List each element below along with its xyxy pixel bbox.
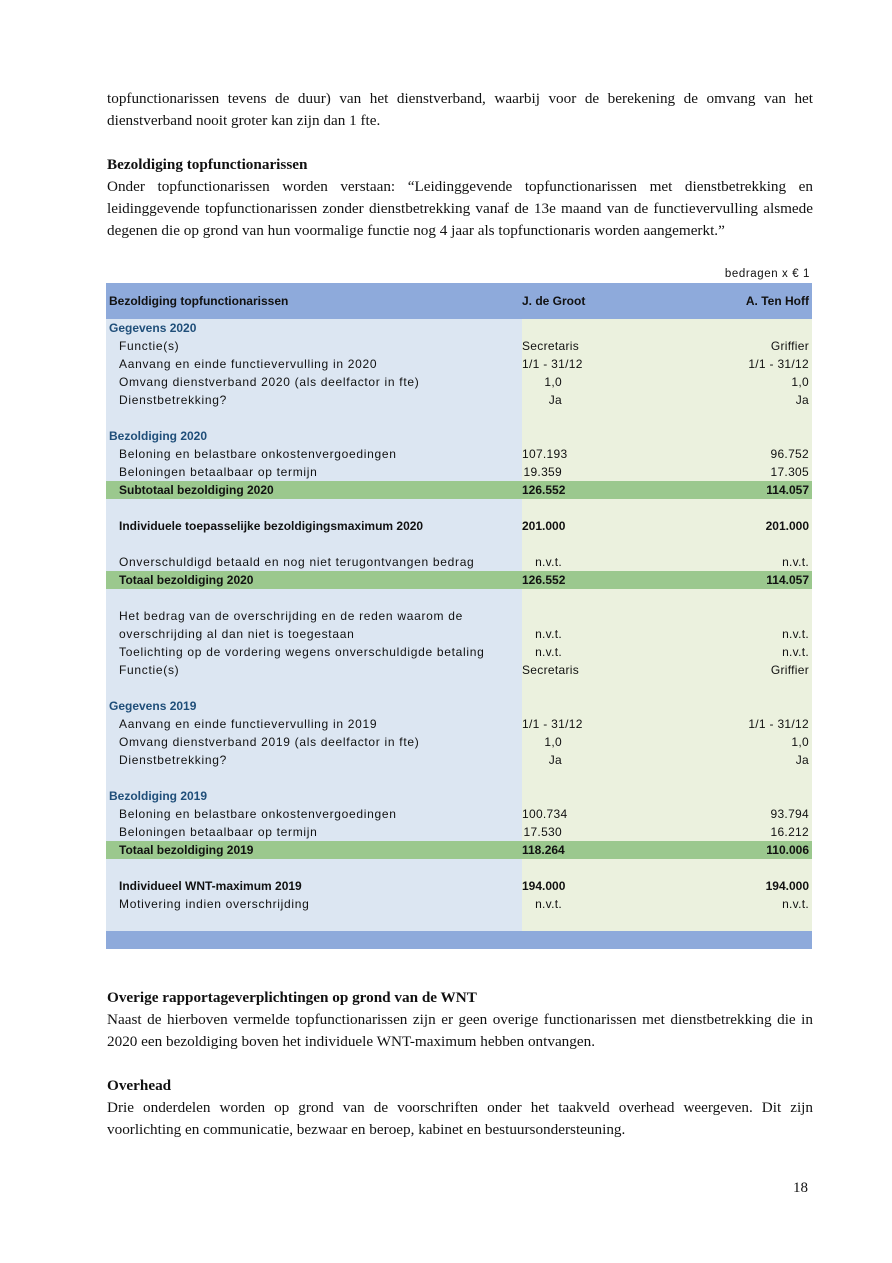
- table-row: [106, 823, 812, 841]
- row-label: [106, 499, 522, 517]
- row-label: [106, 409, 522, 427]
- cell-ten-hoff: n.v.t.: [708, 643, 812, 661]
- row-label: [106, 931, 522, 949]
- table-row: [106, 373, 812, 391]
- cell-de-groot: n.v.t.: [522, 625, 708, 643]
- section-heading: Bezoldiging topfunctionarissen: [107, 156, 308, 173]
- cell-de-groot: [522, 535, 708, 553]
- cell-de-groot: 126.552: [522, 481, 708, 499]
- table-row: [106, 697, 812, 715]
- cell-ten-hoff: [708, 589, 812, 607]
- row-label: Omvang dienstverband 2019 (als deelfactor in fte): [106, 733, 522, 751]
- cell-de-groot: [522, 679, 708, 697]
- page-number: 18: [793, 1180, 808, 1196]
- cell-de-groot: n.v.t.: [522, 643, 708, 661]
- table-row: [106, 859, 812, 877]
- table-row: [106, 661, 812, 679]
- row-label: Onverschuldigd betaald en nog niet terugontvangen bedrag: [106, 553, 522, 571]
- row-label: overschrijding al dan niet is toegestaan: [106, 625, 522, 643]
- cell-de-groot: 1/1 - 31/12: [522, 715, 708, 733]
- table-row: [106, 355, 812, 373]
- outro-section: [107, 987, 813, 1141]
- cell-de-groot: n.v.t.: [522, 553, 708, 571]
- cell-ten-hoff: [708, 787, 812, 805]
- cell-ten-hoff: n.v.t.: [708, 625, 812, 643]
- cell-de-groot: [522, 409, 708, 427]
- cell-de-groot: [522, 697, 708, 715]
- cell-ten-hoff: Griffier: [708, 337, 812, 355]
- cell-ten-hoff: 1/1 - 31/12: [708, 715, 812, 733]
- table-row: [106, 391, 812, 409]
- cell-de-groot: Secretaris: [522, 337, 708, 355]
- definition-paragraph: Onder topfunctionarissen worden verstaan: “Leidinggevende topfunctionarissen met dienstbetrekking en leidinggevende topfunctionarissen zonder dienstbetrekking vanaf de 13e maand van de functievervulling alsmede degenen die op grond van hun voormalige functie nog 4 jaar als topfunctionaris worden aangemerkt.”: [107, 178, 813, 239]
- cell-de-groot: n.v.t.: [522, 895, 708, 913]
- row-label: Omvang dienstverband 2020 (als deelfactor in fte): [106, 373, 522, 391]
- row-label: Beloningen betaalbaar op termijn: [106, 463, 522, 481]
- row-label: Dienstbetrekking?: [106, 751, 522, 769]
- cell-ten-hoff: 110.006: [708, 841, 812, 859]
- cell-de-groot: [522, 607, 708, 625]
- row-label: [106, 535, 522, 553]
- cell-ten-hoff: 93.794: [708, 805, 812, 823]
- table-row: [106, 517, 812, 535]
- cell-ten-hoff: [708, 319, 812, 337]
- table-row: [106, 481, 812, 499]
- cell-de-groot: [522, 589, 708, 607]
- table-row: [106, 715, 812, 733]
- table-row: [106, 841, 812, 859]
- cell-ten-hoff: 17.305: [708, 463, 812, 481]
- row-label: [106, 913, 522, 931]
- cell-ten-hoff: [708, 769, 812, 787]
- cell-de-groot: Ja: [522, 391, 708, 409]
- row-label: [106, 589, 522, 607]
- table-header-row: [106, 283, 812, 319]
- table-row: [106, 877, 812, 895]
- cell-ten-hoff: Griffier: [708, 661, 812, 679]
- row-label: Beloning en belastbare onkostenvergoedingen: [106, 445, 522, 463]
- cell-ten-hoff: [708, 931, 812, 949]
- cell-de-groot: 100.734: [522, 805, 708, 823]
- cell-de-groot: 201.000: [522, 517, 708, 535]
- cell-de-groot: [522, 427, 708, 445]
- table-row: [106, 625, 812, 643]
- cell-de-groot: [522, 931, 708, 949]
- table-row: [106, 769, 812, 787]
- cell-de-groot: 1/1 - 31/12: [522, 355, 708, 373]
- cell-ten-hoff: [708, 607, 812, 625]
- row-label: [106, 859, 522, 877]
- row-label: Bezoldiging 2019: [106, 787, 522, 805]
- cell-de-groot: [522, 319, 708, 337]
- cell-de-groot: 194.000: [522, 877, 708, 895]
- cell-ten-hoff: 1,0: [708, 733, 812, 751]
- cell-ten-hoff: n.v.t.: [708, 895, 812, 913]
- cell-ten-hoff: [708, 679, 812, 697]
- table-row: [106, 445, 812, 463]
- cell-de-groot: 1,0: [522, 373, 708, 391]
- cell-ten-hoff: [708, 427, 812, 445]
- cell-ten-hoff: [708, 409, 812, 427]
- cell-de-groot: 17.530: [522, 823, 708, 841]
- cell-de-groot: 19.359: [522, 463, 708, 481]
- header-col1: J. de Groot: [522, 283, 708, 319]
- cell-ten-hoff: Ja: [708, 751, 812, 769]
- row-label: Dienstbetrekking?: [106, 391, 522, 409]
- cell-de-groot: 1,0: [522, 733, 708, 751]
- row-label: Bezoldiging 2020: [106, 427, 522, 445]
- cell-ten-hoff: [708, 535, 812, 553]
- overhead-heading: Overhead: [107, 1077, 172, 1094]
- row-label: Totaal bezoldiging 2020: [106, 571, 522, 589]
- row-label: Motivering indien overschrijding: [106, 895, 522, 913]
- cell-ten-hoff: 1,0: [708, 373, 812, 391]
- cell-ten-hoff: [708, 913, 812, 931]
- table-row: [106, 553, 812, 571]
- table-row: [106, 499, 812, 517]
- header-col2: A. Ten Hoff: [708, 283, 812, 319]
- cell-de-groot: [522, 769, 708, 787]
- wnt-heading: Overige rapportageverplichtingen op grond van de WNT: [107, 989, 477, 1006]
- row-label: [106, 679, 522, 697]
- table-row: [106, 787, 812, 805]
- table-row: [106, 427, 812, 445]
- table-row: [106, 409, 812, 427]
- intro-section: [107, 88, 813, 242]
- cell-ten-hoff: [708, 697, 812, 715]
- row-label: Het bedrag van de overschrijding en de reden waarom de: [106, 607, 522, 625]
- table-row: [106, 571, 812, 589]
- cell-de-groot: 107.193: [522, 445, 708, 463]
- table-row: [106, 931, 812, 949]
- cell-de-groot: Secretaris: [522, 661, 708, 679]
- row-label: Beloningen betaalbaar op termijn: [106, 823, 522, 841]
- remuneration-table: [106, 283, 812, 949]
- table-row: [106, 733, 812, 751]
- remuneration-table-container: [106, 266, 812, 949]
- row-label: Individueel WNT-maximum 2019: [106, 877, 522, 895]
- table-row: [106, 751, 812, 769]
- table-row: [106, 337, 812, 355]
- cell-ten-hoff: 1/1 - 31/12: [708, 355, 812, 373]
- cell-de-groot: 118.264: [522, 841, 708, 859]
- header-label: Bezoldiging topfunctionarissen: [106, 283, 522, 319]
- cell-ten-hoff: n.v.t.: [708, 553, 812, 571]
- cell-de-groot: [522, 859, 708, 877]
- cell-ten-hoff: 201.000: [708, 517, 812, 535]
- row-label: Aanvang en einde functievervulling in 2019: [106, 715, 522, 733]
- table-row: [106, 463, 812, 481]
- wnt-paragraph: Naast de hierboven vermelde topfunctionarissen zijn er geen overige functionarissen met dienstbetrekking die in 2020 een bezoldiging boven het individuele WNT-maximum hebben ontvangen.: [107, 1011, 813, 1050]
- row-label: Individuele toepasselijke bezoldigingsmaximum 2020: [106, 517, 522, 535]
- cell-ten-hoff: 114.057: [708, 571, 812, 589]
- table-row: [106, 679, 812, 697]
- row-label: Functie(s): [106, 337, 522, 355]
- table-row: [106, 607, 812, 625]
- row-label: Aanvang en einde functievervulling in 2020: [106, 355, 522, 373]
- row-label: [106, 769, 522, 787]
- cell-de-groot: [522, 913, 708, 931]
- cell-ten-hoff: 194.000: [708, 877, 812, 895]
- table-row: [106, 535, 812, 553]
- table-row: [106, 589, 812, 607]
- cell-ten-hoff: [708, 499, 812, 517]
- row-label: Totaal bezoldiging 2019: [106, 841, 522, 859]
- cell-ten-hoff: 96.752: [708, 445, 812, 463]
- table-row: [106, 805, 812, 823]
- row-label: Gegevens 2019: [106, 697, 522, 715]
- row-label: Functie(s): [106, 661, 522, 679]
- row-label: Beloning en belastbare onkostenvergoedingen: [106, 805, 522, 823]
- row-label: Toelichting op de vordering wegens onverschuldigde betaling: [106, 643, 522, 661]
- cell-ten-hoff: [708, 859, 812, 877]
- cell-de-groot: Ja: [522, 751, 708, 769]
- table-row: [106, 913, 812, 931]
- table-row: [106, 895, 812, 913]
- unit-note: bedragen x € 1: [724, 268, 810, 280]
- cell-ten-hoff: Ja: [708, 391, 812, 409]
- cell-ten-hoff: 16.212: [708, 823, 812, 841]
- row-label: Subtotaal bezoldiging 2020: [106, 481, 522, 499]
- table-row: [106, 643, 812, 661]
- row-label: Gegevens 2020: [106, 319, 522, 337]
- cell-de-groot: 126.552: [522, 571, 708, 589]
- cell-de-groot: [522, 787, 708, 805]
- cell-de-groot: [522, 499, 708, 517]
- overhead-paragraph: Drie onderdelen worden op grond van de voorschriften onder het taakveld overhead weergeven. Dit zijn voorlichting en communicatie, bezwaar en beroep, kabinet en bestuursondersteuning.: [107, 1099, 813, 1138]
- cell-ten-hoff: 114.057: [708, 481, 812, 499]
- intro-paragraph: topfunctionarissen tevens de duur) van het dienstverband, waarbij voor de berekening de omvang van het dienstverband nooit groter kan zijn dan 1 fte.: [107, 90, 813, 129]
- table-row: [106, 319, 812, 337]
